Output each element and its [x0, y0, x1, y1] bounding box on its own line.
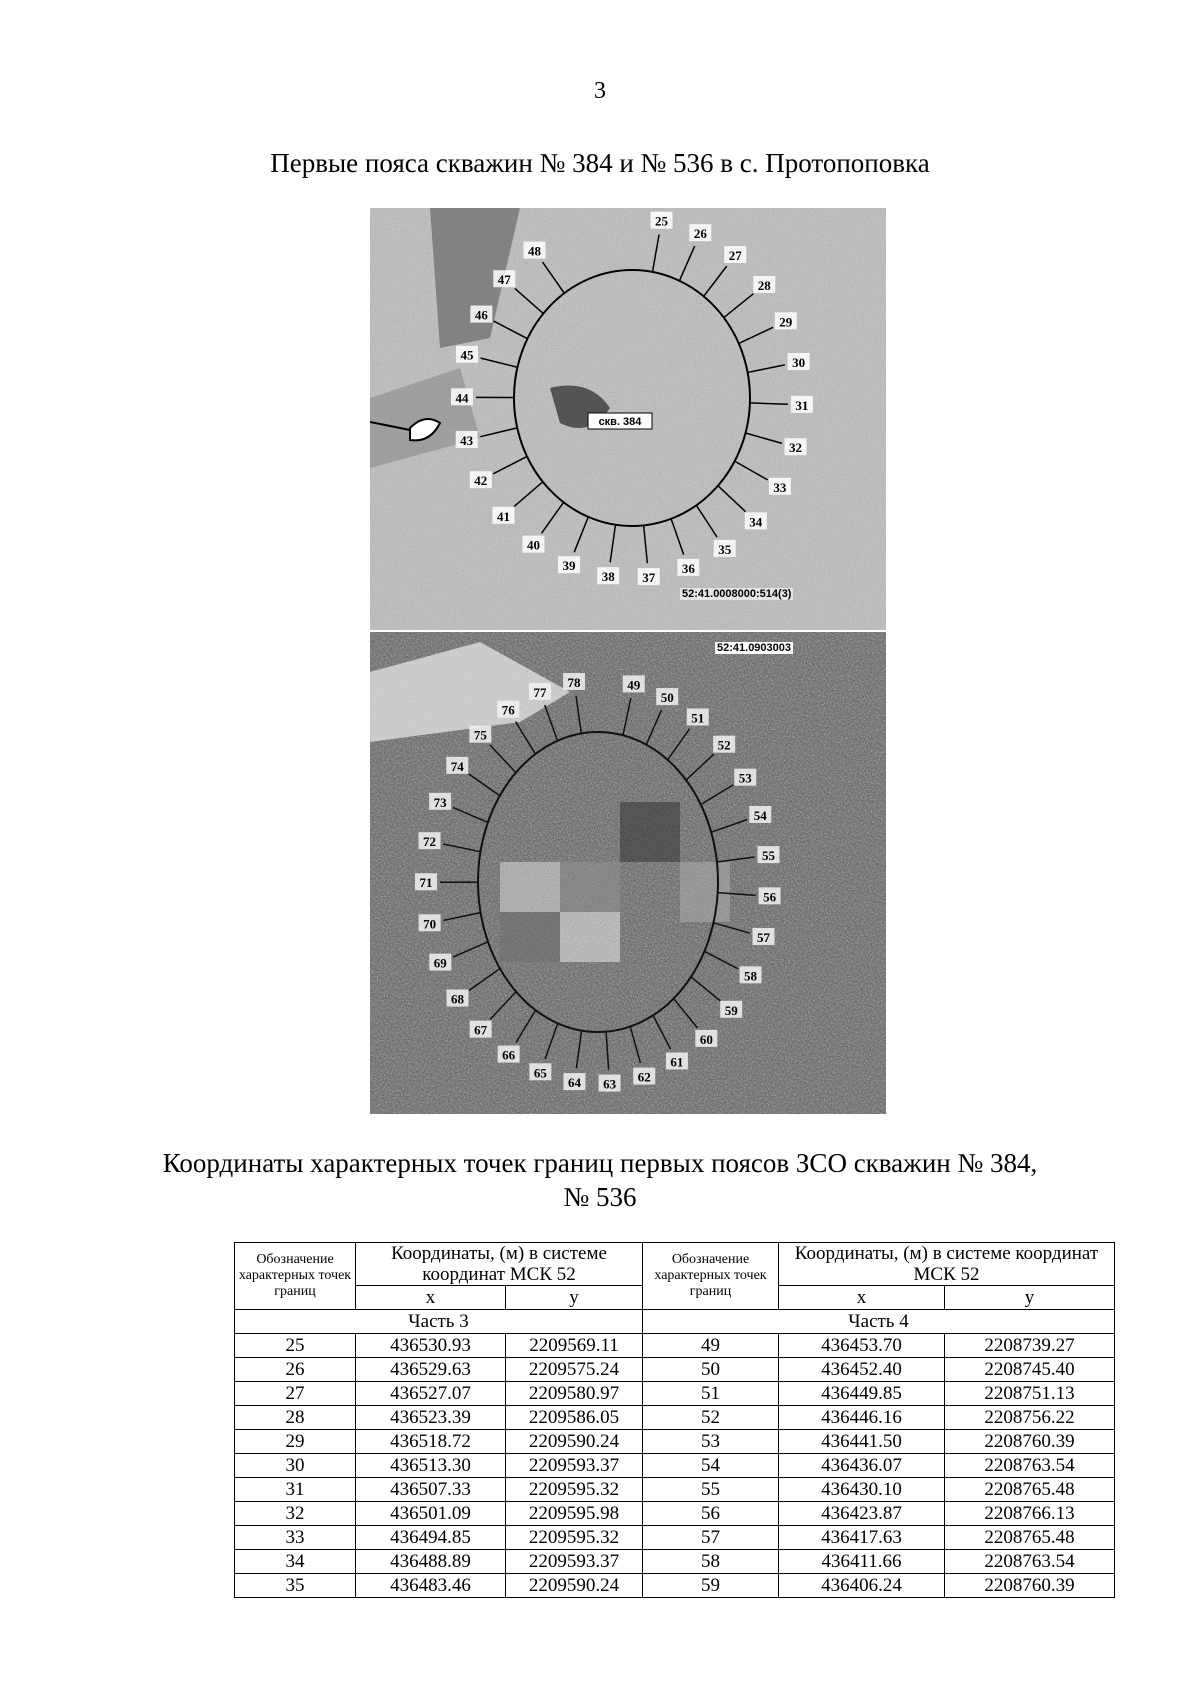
cell-point-right: 49 — [643, 1334, 779, 1358]
map2-point-label: 65 — [533, 1065, 547, 1081]
header-point-left: Обозначение характерных точек границ — [235, 1243, 356, 1310]
map1-point-label: 32 — [789, 440, 803, 456]
cell-x-left: 436518.72 — [356, 1430, 506, 1454]
map2-point-label: 50 — [660, 690, 674, 706]
map2-point-label: 56 — [763, 889, 777, 905]
map2-point-label: 71 — [419, 875, 433, 891]
cell-point-right: 55 — [643, 1478, 779, 1502]
header-coords-right: Координаты, (м) в системе координат МСК 52 — [779, 1243, 1115, 1286]
cell-x-right: 436411.66 — [779, 1550, 945, 1574]
page-title: Первые пояса скважин № 384 и № 536 в с. Протопоповка — [270, 148, 930, 178]
map1-point-label: 44 — [455, 390, 469, 406]
coordinates-title-line-1: Координаты характерных точек границ первых поясов ЗСО скважин № 384, — [162, 1148, 1038, 1178]
map2-point-label: 75 — [473, 727, 487, 743]
map1-point-label: 26 — [693, 226, 707, 242]
cell-x-left: 436488.89 — [356, 1550, 506, 1574]
cell-point-left: 31 — [235, 1478, 356, 1502]
part-label-left: Часть 3 — [235, 1310, 643, 1334]
cell-y-left: 2209593.37 — [506, 1550, 643, 1574]
cell-y-right: 2208763.54 — [945, 1454, 1115, 1478]
cell-point-left: 25 — [235, 1334, 356, 1358]
map2-point-label: 60 — [699, 1031, 713, 1047]
table-row — [235, 1334, 1115, 1358]
part-label-right: Часть 4 — [643, 1310, 1115, 1334]
cell-point-right: 50 — [643, 1358, 779, 1382]
map1-point-label: 38 — [601, 569, 615, 585]
cell-x-left: 436527.07 — [356, 1382, 506, 1406]
map1-point-label: 25 — [655, 213, 669, 229]
coordinates-title-line-2: № 536 — [563, 1182, 637, 1212]
map2-point-label: 51 — [691, 710, 705, 726]
map1-point-label: 28 — [757, 277, 771, 293]
cell-point-left: 32 — [235, 1502, 356, 1526]
cell-point-right: 53 — [643, 1430, 779, 1454]
map1-point-label: 43 — [460, 432, 474, 448]
cell-point-right: 59 — [643, 1574, 779, 1598]
table-row — [235, 1502, 1115, 1526]
map2-point-label: 78 — [567, 674, 581, 690]
header-row — [235, 1243, 1115, 1286]
map1-point-label: 30 — [792, 355, 806, 371]
cell-point-left: 34 — [235, 1550, 356, 1574]
map2-point-label: 76 — [501, 702, 515, 718]
cell-x-right: 436446.16 — [779, 1406, 945, 1430]
table-row — [235, 1430, 1115, 1454]
map2-point-label: 72 — [423, 834, 437, 850]
map1-point-label: 31 — [795, 397, 809, 413]
cell-x-left: 436483.46 — [356, 1574, 506, 1598]
cell-x-right: 436406.24 — [779, 1574, 945, 1598]
map1-point-label: 37 — [642, 570, 656, 586]
map1-point-label: 39 — [562, 558, 576, 574]
map2-point-label: 49 — [627, 677, 641, 693]
map1-point-label: 41 — [496, 508, 510, 524]
cell-point-left: 27 — [235, 1382, 356, 1406]
cell-x-right: 436436.07 — [779, 1454, 945, 1478]
cell-x-right: 436453.70 — [779, 1334, 945, 1358]
table-row — [235, 1550, 1115, 1574]
map2-point-label: 74 — [450, 758, 464, 774]
header-x-right: x — [779, 1286, 945, 1310]
map1-point-label: 42 — [474, 473, 488, 489]
cell-x-left: 436513.30 — [356, 1454, 506, 1478]
map-384-drawing — [370, 208, 886, 630]
cell-point-left: 35 — [235, 1574, 356, 1598]
cell-x-right: 436449.85 — [779, 1382, 945, 1406]
map2-point-label: 66 — [502, 1047, 516, 1063]
cell-point-left: 28 — [235, 1406, 356, 1430]
cell-y-right: 2208763.54 — [945, 1550, 1115, 1574]
map1-point-label: 35 — [718, 541, 732, 557]
map1-point-label: 40 — [526, 537, 540, 553]
map2-point-label: 70 — [423, 916, 437, 932]
cell-x-left: 436501.09 — [356, 1502, 506, 1526]
cell-point-left: 30 — [235, 1454, 356, 1478]
header-coords-left: Координаты, (м) в системе координат МСК 52 — [356, 1243, 643, 1286]
page-number: 3 — [594, 78, 606, 104]
parcel-cadastral-label: 52:41.0008000:514(3) — [682, 588, 792, 600]
map2-point-label: 59 — [724, 1002, 738, 1018]
cell-point-right: 54 — [643, 1454, 779, 1478]
cell-point-left: 26 — [235, 1358, 356, 1382]
cell-y-right: 2208766.13 — [945, 1502, 1115, 1526]
map2-point-label: 52 — [717, 737, 731, 753]
aerial-map-well-384 — [370, 208, 886, 630]
cell-x-left: 436523.39 — [356, 1406, 506, 1430]
map1-point-label: 36 — [681, 560, 695, 576]
map2-point-label: 61 — [670, 1054, 684, 1070]
coordinates-table — [234, 1242, 1115, 1598]
cell-x-left: 436530.93 — [356, 1334, 506, 1358]
cell-y-left: 2209595.98 — [506, 1502, 643, 1526]
header-point-right: Обозначение характерных точек границ — [643, 1243, 779, 1310]
cell-y-left: 2209595.32 — [506, 1478, 643, 1502]
part-row — [235, 1310, 1115, 1334]
cell-y-left: 2209590.24 — [506, 1574, 643, 1598]
cell-y-left: 2209569.11 — [506, 1334, 643, 1358]
map2-point-label: 64 — [567, 1075, 581, 1091]
map1-point-label: 33 — [773, 479, 787, 495]
table-row — [235, 1382, 1115, 1406]
cell-y-right: 2208765.48 — [945, 1478, 1115, 1502]
map2-point-label: 62 — [637, 1069, 651, 1085]
table-row — [235, 1358, 1115, 1382]
cell-y-left: 2209575.24 — [506, 1358, 643, 1382]
cell-point-right: 58 — [643, 1550, 779, 1574]
cell-y-left: 2209580.97 — [506, 1382, 643, 1406]
map1-point-label: 48 — [527, 243, 541, 259]
table-row — [235, 1406, 1115, 1430]
map-536-drawing — [370, 632, 886, 1114]
map1-point-label: 47 — [497, 272, 511, 288]
map2-point-label: 63 — [603, 1076, 617, 1092]
map1-point-label: 34 — [749, 514, 763, 530]
header-x-left: x — [356, 1286, 506, 1310]
table-row — [235, 1478, 1115, 1502]
map1-point-label: 46 — [474, 307, 488, 323]
cell-y-right: 2208756.22 — [945, 1406, 1115, 1430]
cell-x-left: 436494.85 — [356, 1526, 506, 1550]
cell-y-right: 2208760.39 — [945, 1430, 1115, 1454]
cell-y-right: 2208745.40 — [945, 1358, 1115, 1382]
cell-y-right: 2208765.48 — [945, 1526, 1115, 1550]
table-row — [235, 1574, 1115, 1598]
map2-point-label: 67 — [474, 1022, 488, 1038]
map2-point-label: 54 — [753, 807, 767, 823]
map1-point-label: 29 — [779, 314, 793, 330]
cell-y-left: 2209595.32 — [506, 1526, 643, 1550]
cell-point-left: 29 — [235, 1430, 356, 1454]
cell-x-right: 436417.63 — [779, 1526, 945, 1550]
cell-y-left: 2209590.24 — [506, 1430, 643, 1454]
cell-x-right: 436430.10 — [779, 1478, 945, 1502]
cell-y-left: 2209586.05 — [506, 1406, 643, 1430]
map2-point-label: 53 — [738, 770, 752, 786]
cell-y-right: 2208739.27 — [945, 1334, 1115, 1358]
map2-point-label: 58 — [744, 968, 758, 984]
table-row — [235, 1526, 1115, 1550]
header-y-right: y — [945, 1286, 1115, 1310]
cell-x-right: 436452.40 — [779, 1358, 945, 1382]
cell-x-left: 436529.63 — [356, 1358, 506, 1382]
map2-point-label: 77 — [533, 684, 547, 700]
map2-point-label: 57 — [757, 929, 771, 945]
map1-point-label: 45 — [460, 347, 474, 363]
well-label: скв. 384 — [598, 416, 642, 428]
cell-y-right: 2208760.39 — [945, 1574, 1115, 1598]
aerial-map-well-536 — [370, 632, 886, 1114]
parcel-cadastral-label: 52:41.0903003 — [717, 642, 792, 654]
cell-point-right: 52 — [643, 1406, 779, 1430]
map1-point-label: 27 — [728, 247, 742, 263]
header-y-left: y — [506, 1286, 643, 1310]
map2-point-label: 55 — [761, 848, 775, 864]
map2-point-label: 73 — [433, 794, 447, 810]
cell-point-right: 51 — [643, 1382, 779, 1406]
cell-point-right: 57 — [643, 1526, 779, 1550]
cell-point-left: 33 — [235, 1526, 356, 1550]
map2-point-label: 69 — [433, 955, 447, 971]
coordinates-title — [0, 1146, 1200, 1214]
map2-point-label: 68 — [451, 991, 465, 1007]
table-row — [235, 1454, 1115, 1478]
cell-y-left: 2209593.37 — [506, 1454, 643, 1478]
cell-point-right: 56 — [643, 1502, 779, 1526]
cell-x-left: 436507.33 — [356, 1478, 506, 1502]
cell-x-right: 436423.87 — [779, 1502, 945, 1526]
cell-x-right: 436441.50 — [779, 1430, 945, 1454]
cell-y-right: 2208751.13 — [945, 1382, 1115, 1406]
